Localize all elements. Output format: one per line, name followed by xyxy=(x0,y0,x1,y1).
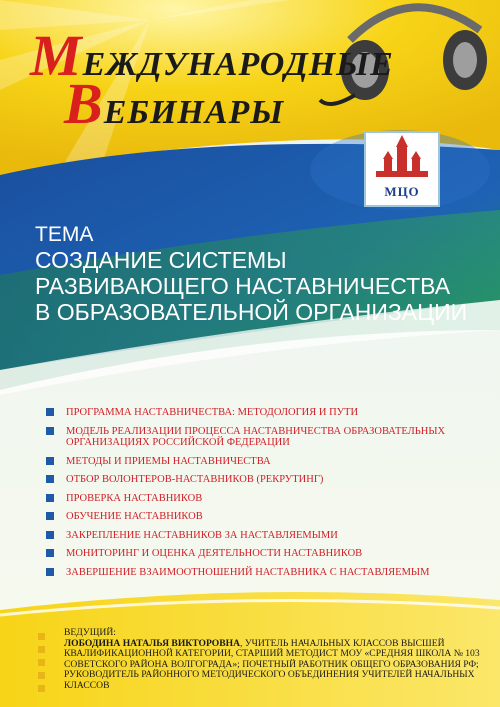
bullet-icon xyxy=(46,549,54,557)
webinar-title-line2 xyxy=(64,70,284,137)
bullet-icon xyxy=(46,531,54,539)
list-item xyxy=(46,511,476,523)
bullet-icon xyxy=(46,494,54,502)
bullet-icon xyxy=(46,457,54,465)
title-cap-v: В xyxy=(64,71,104,136)
list-item-text: МЕТОДЫ И ПРИЕМЫ НАСТАВНИЧЕСТВА xyxy=(66,455,271,467)
topic-title-line: В ОБРАЗОВАТЕЛЬНОЙ ОРГАНИЗАЦИИ xyxy=(35,299,468,325)
kremlin-icon xyxy=(366,133,438,183)
topic-title-line: СОЗДАНИЕ СИСТЕМЫ xyxy=(35,247,287,273)
list-item xyxy=(46,567,476,579)
host-description: , УЧИТЕЛЬ НАЧАЛЬНЫХ КЛАССОВ ВЫСШЕЙ КВАЛИФИКАЦИОННОЙ КАТЕГОРИИ, СТАРШИЙ МЕТОДИСТ МОУ «СРЕДНЯЯ ШКОЛА № 103 СОВЕТСКОГО РАЙОНА ВОЛГОГРАДА»; ПОЧЕТНЫЙ РАБОТНИК ОБЩЕГО ОБРАЗОВАНИЯ РФ; РУКОВОДИТЕЛЬ РАЙОННОГО МЕТОДИЧЕСКОГО ОБЪЕДИНЕНИЯ УЧИТЕЛЕЙ НАЧАЛЬНЫХ КЛАССОВ xyxy=(64,637,480,691)
list-item-text: ЗАКРЕПЛЕНИЕ НАСТАВНИКОВ ЗА НАСТАВЛЯЕМЫМИ xyxy=(66,529,338,541)
bullet-icon xyxy=(38,685,45,692)
bullet-icon xyxy=(46,568,54,576)
host-name: ЛОБОДИНА НАТАЛЬЯ ВИКТОРОВНА xyxy=(64,637,241,649)
list-item xyxy=(46,456,476,468)
list-item xyxy=(46,548,476,560)
logo-text: МЦО xyxy=(384,184,420,199)
topics-list xyxy=(46,407,476,585)
bullet-icon xyxy=(38,672,45,679)
title-rest-2: ЕБИНАРЫ xyxy=(103,94,285,131)
list-item xyxy=(46,493,476,505)
list-item-text: ПРОВЕРКА НАСТАВНИКОВ xyxy=(66,492,203,504)
topic-label: ТЕМА xyxy=(35,223,94,246)
list-item-text: ЗАВЕРШЕНИЕ ВЗАИМООТНОШЕНИЙ НАСТАВНИКА С НАСТАВЛЯЕМЫМ xyxy=(66,566,430,578)
list-item-text: ПРОГРАММА НАСТАВНИЧЕСТВА: МЕТОДОЛОГИЯ И ПУТИ xyxy=(66,407,359,418)
list-item xyxy=(46,426,476,449)
title-cap-m: М xyxy=(30,23,83,88)
list-item xyxy=(46,530,476,542)
bullet-icon xyxy=(46,475,54,483)
list-item-text: МОНИТОРИНГ И ОЦЕНКА ДЕЯТЕЛЬНОСТИ НАСТАВНИКОВ xyxy=(66,548,363,559)
bullet-icon xyxy=(46,408,54,416)
bullet-icon xyxy=(38,633,45,640)
bullet-icon xyxy=(46,427,54,435)
topic-title-line: РАЗВИВАЮЩЕГО НАСТАВНИЧЕСТВА xyxy=(35,273,451,299)
list-item-text: МОДЕЛЬ РЕАЛИЗАЦИИ ПРОЦЕССА НАСТАВНИЧЕСТВА ОБРАЗОВАТЕЛЬНЫХ ОРГАНИЗАЦИЯХ РОССИЙСКОЙ ФЕДЕРАЦИИ xyxy=(66,425,446,448)
bullet-icon xyxy=(38,659,45,666)
topic-block xyxy=(35,222,485,325)
host-block xyxy=(64,628,484,692)
mco-logo xyxy=(364,131,440,207)
bullet-icon xyxy=(38,646,45,653)
host-label: ВЕДУЩИЙ: xyxy=(64,627,116,638)
list-item xyxy=(46,407,476,419)
bullet-icon xyxy=(46,512,54,520)
list-item xyxy=(46,474,476,486)
title-rest-1: ЕЖДУНАРОДНЫЕ xyxy=(82,46,394,83)
host-bullets xyxy=(38,633,50,698)
list-item-text: ОТБОР ВОЛОНТЕРОВ-НАСТАВНИКОВ (РЕКРУТИНГ) xyxy=(66,474,324,485)
list-item-text: ОБУЧЕНИЕ НАСТАВНИКОВ xyxy=(66,511,203,522)
